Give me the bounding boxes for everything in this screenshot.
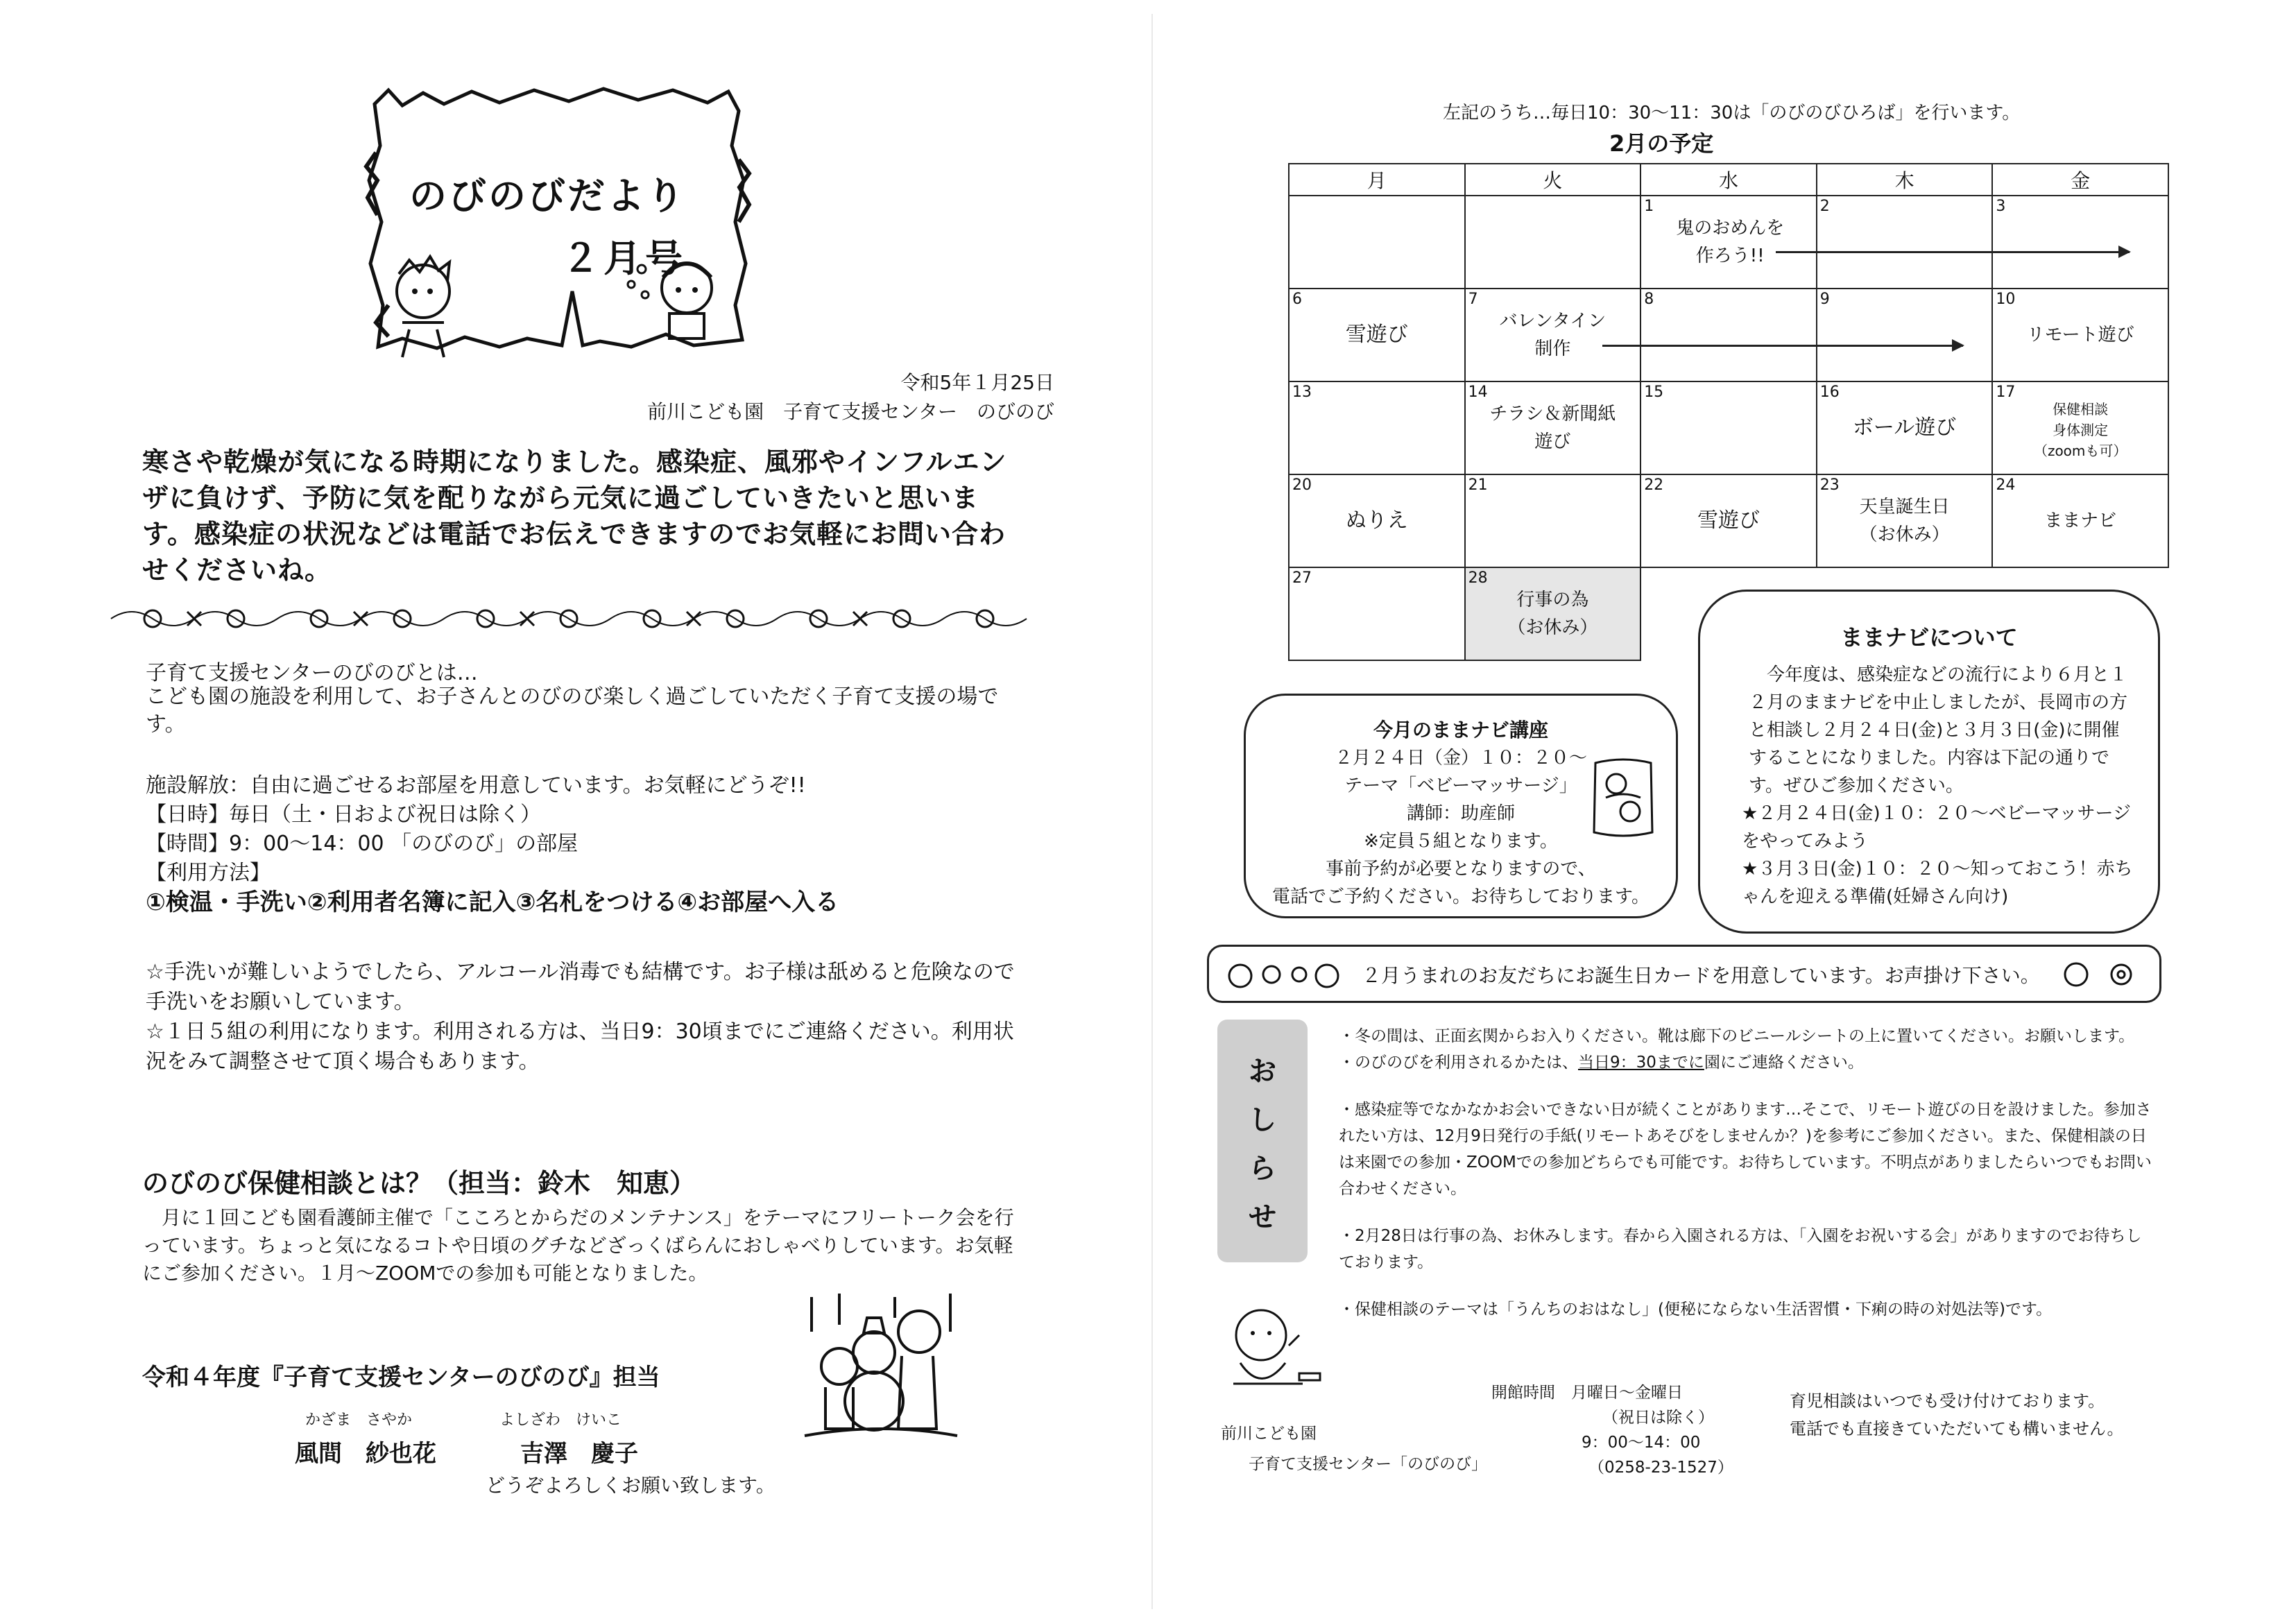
calendar-day <box>1817 381 1993 474</box>
day-event: 保健相談 身体測定 （zoomも可） <box>2033 401 2127 459</box>
calendar-day <box>1640 196 1817 289</box>
day-number: 8 <box>1644 291 1654 308</box>
day-number: 22 <box>1644 476 1664 494</box>
facility-usage-steps: ①検温・手洗い②利用者名簿に記入③名札をつける④お部屋へ入る <box>146 888 839 916</box>
lecture-capacity: ※定員５組となります。 <box>1364 831 1558 852</box>
day-event: 天皇誕生日 （お休み） <box>1859 497 1950 545</box>
calendar-day <box>1289 289 1465 381</box>
day-number: 15 <box>1644 384 1664 401</box>
day-event <box>1466 475 1640 567</box>
calendar-day <box>1289 567 1465 660</box>
staff-name-1: 風間 紗也花 <box>295 1440 436 1468</box>
notice-contact-pre: ・のびのびを利用されるかたは、 <box>1339 1054 1578 1072</box>
day-event <box>1817 289 1992 381</box>
health-consult-title: のびのび保健相談とは？（担当：鈴木 知恵） <box>142 1168 696 1199</box>
notice-label-char: お <box>1249 1056 1276 1088</box>
weekday-wed: 水 <box>1640 164 1817 196</box>
notice-label-char: せ <box>1249 1201 1276 1233</box>
lecture-date: ２月２４日（金）１０：２０～ <box>1334 748 1587 768</box>
day-number: 2 <box>1819 198 1830 215</box>
day-event: チラシ＆新聞紙 遊び <box>1489 404 1616 452</box>
event-span-arrow <box>1602 345 1963 347</box>
usage-notes <box>146 957 1034 1076</box>
footer-center-name: 子育て支援センター「のびのび」 <box>1249 1455 1488 1473</box>
calendar-day <box>1465 289 1641 381</box>
calendar-title: 2月の予定 <box>1609 130 1714 157</box>
calendar-day <box>1465 381 1641 474</box>
calendar-week <box>1289 381 2168 474</box>
day-event: 行事の為 （お休み） <box>1507 590 1598 638</box>
calendar-day <box>1817 289 1993 381</box>
notice-list <box>1339 1023 2157 1343</box>
calendar-week <box>1289 474 2168 567</box>
event-span-arrow <box>1776 251 2130 253</box>
day-number: 6 <box>1292 291 1302 308</box>
day-number: 9 <box>1819 291 1830 308</box>
staff-ruby-1: かざま さやか <box>305 1411 413 1429</box>
baby-illustration <box>1219 1304 1323 1397</box>
weekday-tue: 火 <box>1465 164 1641 196</box>
health-consult-body: 月に１回こども園看護師主催で「こころとからだのメンテナンス」をテーマにフリートーク会を行っています。ちょっと気になるコトや日頃のグチなどざっくばらんにおしゃべりしています。お気軽にご参加ください。１月～ZOOMでの参加も可能となりました。 <box>142 1206 1014 1285</box>
calendar-day <box>1289 381 1465 474</box>
calendar-day <box>1992 381 2168 474</box>
footer-org-name: 前川こども園 <box>1221 1425 1317 1443</box>
day-number: 17 <box>1996 384 2016 401</box>
note-handwash: ☆手洗いが難しいようでしたら、アルコール消毒でも結構です。お子様は舐めると危険なので手洗いをお願いしています。 <box>146 960 1015 1014</box>
about-body: こども園の施設を利用して、お子さんとのびのび楽しく過ごしていただく子育て支援の場です。 <box>146 685 999 737</box>
day-event: バレンタイン 制作 <box>1499 311 1607 359</box>
calendar-note: 左記のうち…毎日10：30～11：30は「のびのびひろば」を行います。 <box>1443 103 2021 123</box>
facility-line: 施設解放：自由に過ごせるお部屋を用意しています。お気軽にどうぞ!! <box>146 773 806 798</box>
hours-label: 開館時間 <box>1491 1384 1555 1402</box>
notice-holiday: ・2月28日は行事の為、お休みします。春から入園される方は、「入園をお祝いする会」がありますのでお待ちしております。 <box>1339 1227 2142 1271</box>
mamanavi-title: ままナビについて <box>1840 624 2018 651</box>
about-heading: 子育て支援センターのびのびとは… <box>146 661 478 685</box>
calendar-day <box>1465 567 1641 660</box>
notice-label-char: ら <box>1249 1153 1276 1185</box>
day-number: 23 <box>1819 476 1840 494</box>
consult-line-1: 育児相談はいつでも受け付けております。 <box>1790 1391 2105 1411</box>
weekday-thu: 木 <box>1817 164 1993 196</box>
calendar-week <box>1289 196 2168 289</box>
calendar-day <box>1640 289 1817 381</box>
day-event <box>1290 568 1464 660</box>
birthday-banner <box>1207 945 2161 1003</box>
hours-time: 9：00～14：00 <box>1582 1434 1701 1452</box>
intro-paragraph: 寒さや乾燥が気になる時期になりました。感染症、風邪やインフルエンザに負けず、予防に気を配りながら元気に過ごしていきたいと思います。感染症の状況などは電話でお伝えできますのでお気軽にお問い合わせくださいね。 <box>142 447 1007 585</box>
day-event <box>1290 382 1464 474</box>
lecture-reserve: 事前予約が必要となりますので、 <box>1326 859 1596 879</box>
day-number: 24 <box>1996 476 2016 494</box>
notice-contact-post: 園にご連絡ください。 <box>1704 1054 1864 1072</box>
calendar-week <box>1289 289 2168 381</box>
lecture-theme: テーマ「ベビーマッサージ」 <box>1344 775 1577 796</box>
mamanavi-body: 今年度は、感染症などの流行により６月と１２月のままナビを中止しましたが、長岡市の方と相談し２月２４日(金)と３月３日(金)に開催することになりました。内容は下記の通りです。ぜひご参加ください。 <box>1749 664 2128 796</box>
calendar-day <box>1817 196 1993 289</box>
facility-usage-heading: 【利用方法】 <box>146 861 271 885</box>
hours-exclusion: （祝日は除く） <box>1602 1409 1714 1427</box>
footer-org <box>1221 1418 1487 1479</box>
facility-days: 【日時】毎日（土・日および祝日は除く） <box>146 802 541 827</box>
day-event: ボール遊び <box>1852 415 1957 440</box>
mamanavi-item-2: ★３月３日(金)１０：２０～知っておこう！赤ちゃんを迎える準備(妊婦さん向け) <box>1742 859 2133 907</box>
title-frame-illustration <box>361 83 756 368</box>
day-event: ままナビ <box>2044 510 2117 531</box>
day-number: 14 <box>1468 384 1488 401</box>
day-number: 3 <box>1996 198 2006 215</box>
day-number: 1 <box>1644 198 1654 215</box>
flower-border-decoration <box>104 598 1034 639</box>
day-number: 16 <box>1819 384 1840 401</box>
staff-ruby-2: よしざわ けいこ <box>499 1411 622 1429</box>
notice-label-char: し <box>1249 1104 1276 1136</box>
february-calendar <box>1288 163 2169 661</box>
phone-number: （0258-23-1527） <box>1588 1459 1733 1477</box>
chick-icon <box>1223 956 1348 991</box>
day-event: ぬりえ <box>1345 508 1408 533</box>
staff-closing: どうぞよろしくお願い致します。 <box>486 1474 776 1497</box>
birthday-text: ２月うまれのお友だちにお誕生日カードを用意しています。お声掛け下さい。 <box>1362 964 2040 987</box>
notice-item <box>1339 1023 2157 1076</box>
mamanavi-box <box>1698 590 2160 934</box>
notice-label <box>1217 1020 1308 1262</box>
flower-icon <box>2055 956 2145 991</box>
calendar-day <box>1289 474 1465 567</box>
day-event <box>1817 196 1992 288</box>
staff-title: 令和４年度『子育て支援センターのびのび』担当 <box>142 1364 660 1391</box>
newsletter-issue: ２月号 <box>562 237 687 280</box>
staff-name-2: 吉澤 慶子 <box>520 1440 638 1468</box>
day-number: 28 <box>1468 569 1488 587</box>
day-number: 13 <box>1292 384 1312 401</box>
issuer-name: 前川こども園 子育て支援センター のびのび <box>647 400 1054 423</box>
notice-remote: ・感染症等でなかなかお会いできない日が続くことがあります…そこで、リモート遊びの日を設けました。参加されたい方は、12月9日発行の手紙(リモートあそびをしませんか？)を参考にご参加ください。また、保健相談の日は来園での参加・ZOOMでの参加どちらでも可能です。お待ちしています。不明点がありましたらいつでもお問い合わせください。 <box>1339 1101 2152 1198</box>
snowman-illustration <box>798 1290 964 1445</box>
lecture-title: 今月のままナビ講座 <box>1373 719 1548 741</box>
page-divider <box>1151 14 1153 1609</box>
day-number: 27 <box>1292 569 1312 587</box>
consult-line-2: 電話でも直接きていただいても構いません。 <box>1790 1419 2124 1439</box>
consultation-note <box>1790 1387 2123 1443</box>
calendar-day <box>1640 474 1817 567</box>
calendar-day <box>1465 196 1641 289</box>
day-number: 21 <box>1468 476 1488 494</box>
day-event <box>1466 196 1640 288</box>
day-event: 鬼のおめんを 作ろう!! <box>1676 218 1785 266</box>
notice-entrance: ・冬の間は、正面玄関からお入りください。靴は廊下のビニールシートの上に置いてください。お願いします。 <box>1339 1027 2135 1045</box>
calendar-day <box>1640 381 1817 474</box>
lecture-lecturer: 講師：助産師 <box>1406 803 1515 824</box>
weekday-mon: 月 <box>1289 164 1465 196</box>
day-event <box>1993 196 2168 288</box>
day-number: 20 <box>1292 476 1312 494</box>
note-capacity: ☆１日５組の利用になります。利用される方は、当日9：30頃までにご連絡ください。利用状況をみて調整させて頂く場合もあります。 <box>146 1020 1014 1074</box>
lecture-phone: 電話でご予約ください。お待ちしております。 <box>1272 886 1650 907</box>
day-event <box>1290 196 1464 288</box>
newsletter-title: のびのびだより <box>409 174 686 218</box>
calendar-day <box>1992 474 2168 567</box>
issue-date: 令和5年１月25日 <box>900 371 1054 394</box>
calendar-day <box>1817 474 1993 567</box>
mamanavi-item-1: ★２月２４日(金)１０：２０～ベビーマッサージをやってみよう <box>1742 803 2131 852</box>
day-event <box>1641 382 1816 474</box>
weekday-fri: 金 <box>1992 164 2168 196</box>
day-event: リモート遊び <box>2026 325 2134 345</box>
calendar-day <box>1992 289 2168 381</box>
weekday-row <box>1289 164 2168 196</box>
day-number: 10 <box>1996 291 2016 308</box>
hours-days: 月曜日～金曜日 <box>1571 1384 1683 1402</box>
day-event: 雪遊び <box>1345 323 1408 347</box>
calendar-day <box>1465 474 1641 567</box>
notice-health-theme: ・保健相談のテーマは「うんちのおはなし」(便秘にならない生活習慣・下痢の時の対処法等)です。 <box>1339 1300 2053 1319</box>
day-event <box>1641 289 1816 381</box>
opening-hours <box>1491 1380 1733 1480</box>
calendar-day <box>1992 196 2168 289</box>
day-event: 雪遊び <box>1697 508 1760 533</box>
facility-info <box>146 771 1034 917</box>
calendar-day <box>1289 196 1465 289</box>
baby-massage-illustration <box>1588 756 1658 842</box>
notice-contact-deadline: 当日9：30までに <box>1578 1054 1704 1072</box>
day-number: 7 <box>1468 291 1478 308</box>
facility-hours: 【時間】9：00～14：00 「のびのび」の部屋 <box>146 832 579 856</box>
